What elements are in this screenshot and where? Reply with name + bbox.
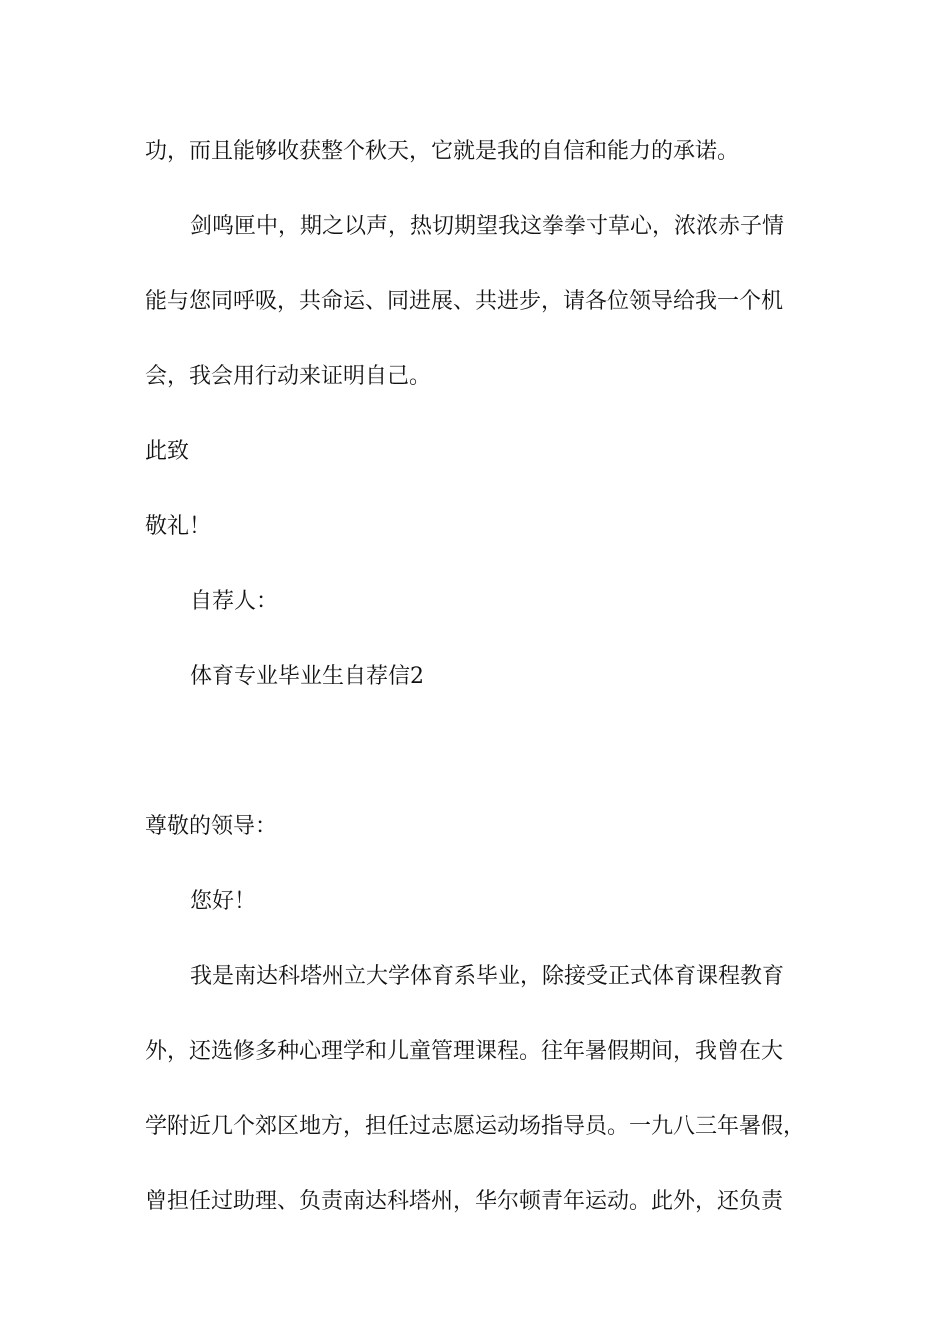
body-line: 剑鸣匣中，期之以声，热切期望我这拳拳寸草心，浓浓赤子情 — [190, 214, 785, 239]
letter-title: 体育专业毕业生自荐信2 — [190, 664, 424, 689]
signature-label: 自荐人： — [190, 589, 279, 614]
body-line: 能与您同呼吸，共命运、同进展、共进步，请各位领导给我一个机 — [145, 289, 784, 314]
body-line: 功，而且能够收获整个秋天，它就是我的自信和能力的承诺。 — [145, 139, 740, 164]
body-line: 我是南达科塔州立大学体育系毕业，除接受正式体育课程教育 — [190, 964, 785, 989]
greeting-hello: 您好！ — [190, 889, 257, 914]
closing-salutation: 敬礼！ — [145, 514, 212, 539]
closing-line: 此致 — [145, 439, 190, 464]
body-line: 会，我会用行动来证明自己。 — [145, 364, 432, 389]
greeting: 尊敬的领导： — [145, 814, 278, 839]
body-line: 外，还选修多种心理学和儿童管理课程。往年暑假期间，我曾在大 — [145, 1039, 784, 1064]
body-line: 曾担任过助理、负责南达科塔州，华尔顿青年运动。此外，还负责 — [145, 1189, 784, 1214]
body-line: 学附近几个郊区地方，担任过志愿运动场指导员。一九八三年暑假， — [145, 1114, 806, 1139]
